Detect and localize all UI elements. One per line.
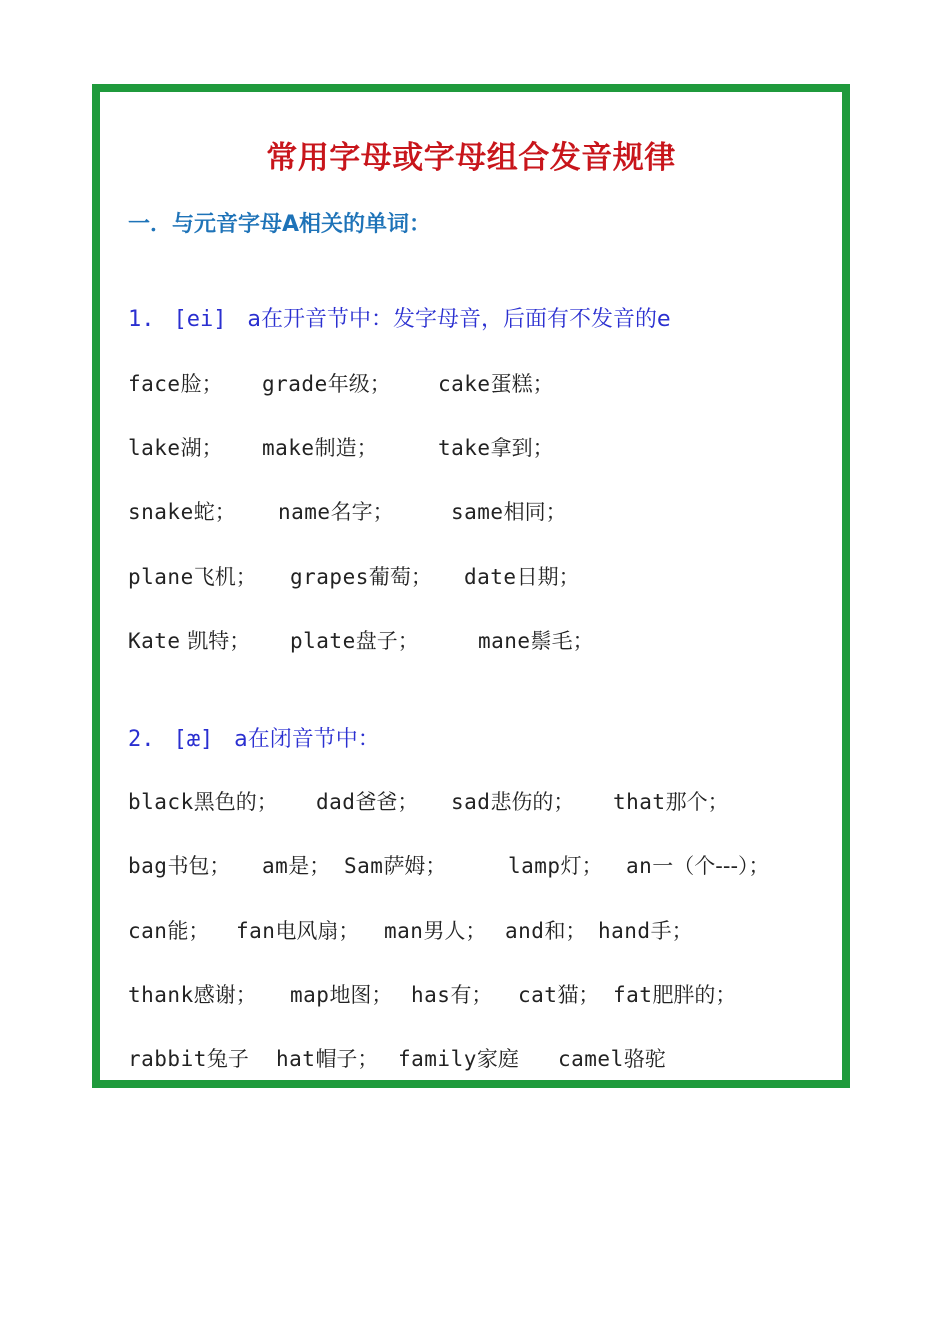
chinese-meaning: 家庭 — [476, 1047, 519, 1071]
chinese-meaning: 悲伤的； — [490, 790, 575, 814]
vocab-item — [262, 850, 330, 880]
chinese-meaning: 有； — [450, 983, 493, 1007]
chinese-meaning: 和； — [544, 919, 587, 943]
chinese-meaning: 灯； — [560, 854, 603, 878]
rule-text: a在开音节中：发字母音，后面有不发音的e — [247, 307, 671, 332]
english-word: thank — [128, 983, 194, 1007]
english-word: am — [262, 854, 289, 878]
chinese-meaning: 湖； — [180, 436, 223, 460]
chinese-meaning: 拿到； — [490, 436, 554, 460]
chinese-meaning: 地图； — [329, 983, 393, 1007]
chinese-meaning: 蛋糕； — [490, 372, 554, 396]
chinese-meaning: 兔子 — [206, 1047, 249, 1071]
chinese-meaning: 书包； — [167, 854, 231, 878]
vocab-item — [464, 561, 580, 591]
vocab-item — [478, 625, 594, 655]
section-heading: 一．与元音字母A相关的单词： — [128, 212, 432, 237]
phonetic-symbol: [ei] — [173, 307, 227, 332]
english-word: name — [278, 500, 331, 524]
vocab-item — [505, 915, 586, 945]
english-word: mane — [478, 629, 531, 653]
english-word: man — [384, 919, 424, 943]
chinese-meaning: 年级； — [327, 372, 391, 396]
vocab-item — [290, 625, 419, 655]
english-word: Kate — [128, 629, 181, 653]
chinese-meaning: 能； — [167, 919, 210, 943]
vocab-item — [316, 786, 418, 816]
chinese-meaning: 盘子； — [355, 629, 419, 653]
vocab-item — [128, 625, 250, 655]
chinese-meaning: 是； — [288, 854, 331, 878]
chinese-meaning: 鬃毛； — [530, 629, 594, 653]
chinese-meaning: 一（个---）； — [652, 854, 770, 878]
english-word: that — [613, 790, 666, 814]
chinese-meaning: 葡萄； — [368, 565, 432, 589]
chinese-meaning: 电风扇； — [275, 919, 360, 943]
vocab-item — [128, 1043, 249, 1073]
page-title: 常用字母或字母组合发音规律 — [266, 140, 676, 176]
vocab-item — [290, 979, 392, 1009]
chinese-meaning: 名字； — [330, 500, 394, 524]
english-word: hat — [276, 1047, 316, 1071]
vocab-item — [438, 368, 554, 398]
english-word: fan — [236, 919, 276, 943]
english-word: face — [128, 372, 181, 396]
vocab-item — [290, 561, 432, 591]
vocab-item — [508, 850, 603, 880]
english-word: date — [464, 565, 517, 589]
english-word: black — [128, 790, 194, 814]
vocab-item — [451, 496, 567, 526]
english-word: lake — [128, 436, 181, 460]
vocab-item — [344, 850, 446, 880]
english-word: cat — [518, 983, 558, 1007]
english-word: and — [505, 919, 545, 943]
vocab-item — [558, 1043, 666, 1073]
english-word: bag — [128, 854, 168, 878]
vocab-item — [128, 979, 257, 1009]
vocab-item — [384, 915, 486, 945]
english-word: fat — [613, 983, 653, 1007]
chinese-meaning: 日期； — [516, 565, 580, 589]
chinese-meaning: 那个； — [665, 790, 729, 814]
vocab-item — [128, 786, 278, 816]
english-word: make — [262, 436, 315, 460]
vocab-item — [398, 1043, 519, 1073]
english-word: cake — [438, 372, 491, 396]
vocab-item — [128, 850, 230, 880]
chinese-meaning: 爸爸； — [355, 790, 419, 814]
english-word: dad — [316, 790, 356, 814]
vocab-item — [262, 432, 378, 462]
english-word: has — [411, 983, 451, 1007]
english-word: can — [128, 919, 168, 943]
english-word: map — [290, 983, 330, 1007]
english-word: grade — [262, 372, 328, 396]
english-word: an — [626, 854, 653, 878]
vocab-item — [438, 432, 554, 462]
english-word: sad — [451, 790, 491, 814]
rule-1 — [128, 302, 671, 333]
vocab-item — [613, 786, 729, 816]
vocab-item — [128, 368, 223, 398]
english-word: plane — [128, 565, 194, 589]
vocab-item — [613, 979, 736, 1009]
phonics-card — [92, 84, 850, 1088]
english-word: snake — [128, 500, 194, 524]
rule-text: a在闭音节中： — [234, 727, 380, 752]
vocab-item — [278, 496, 394, 526]
chinese-meaning: 相同； — [503, 500, 567, 524]
english-word: hand — [598, 919, 651, 943]
vocab-item — [128, 496, 236, 526]
english-word: rabbit — [128, 1047, 207, 1071]
rule-2 — [128, 722, 380, 753]
rule-number: 2. — [128, 727, 155, 752]
chinese-meaning: 肥胖的； — [652, 983, 737, 1007]
english-word: plate — [290, 629, 356, 653]
english-word: camel — [558, 1047, 624, 1071]
vocab-item — [128, 915, 209, 945]
chinese-meaning: 男人； — [423, 919, 487, 943]
english-word: family — [398, 1047, 477, 1071]
english-word: Sam — [344, 854, 384, 878]
chinese-meaning: 手； — [650, 919, 693, 943]
vocab-item — [276, 1043, 378, 1073]
chinese-meaning: 感谢； — [193, 983, 257, 1007]
chinese-meaning: 凯特； — [180, 629, 251, 653]
vocab-item — [128, 561, 257, 591]
vocab-item — [411, 979, 492, 1009]
vocab-item — [598, 915, 693, 945]
chinese-meaning: 脸； — [180, 372, 223, 396]
vocab-item — [236, 915, 359, 945]
vocab-item — [451, 786, 574, 816]
chinese-meaning: 骆驼 — [623, 1047, 666, 1071]
chinese-meaning: 蛇； — [193, 500, 236, 524]
vocab-item — [128, 432, 223, 462]
chinese-meaning: 萨姆； — [383, 854, 447, 878]
phonetic-symbol: [æ] — [173, 727, 214, 752]
chinese-meaning: 黑色的； — [193, 790, 278, 814]
english-word: lamp — [508, 854, 561, 878]
vocab-item — [518, 979, 599, 1009]
chinese-meaning: 制造； — [314, 436, 378, 460]
rule-number: 1. — [128, 307, 155, 332]
english-word: same — [451, 500, 504, 524]
english-word: grapes — [290, 565, 369, 589]
vocab-item — [626, 850, 770, 880]
vocab-item — [262, 368, 391, 398]
chinese-meaning: 猫； — [557, 983, 600, 1007]
chinese-meaning: 帽子； — [315, 1047, 379, 1071]
english-word: take — [438, 436, 491, 460]
chinese-meaning: 飞机； — [193, 565, 257, 589]
